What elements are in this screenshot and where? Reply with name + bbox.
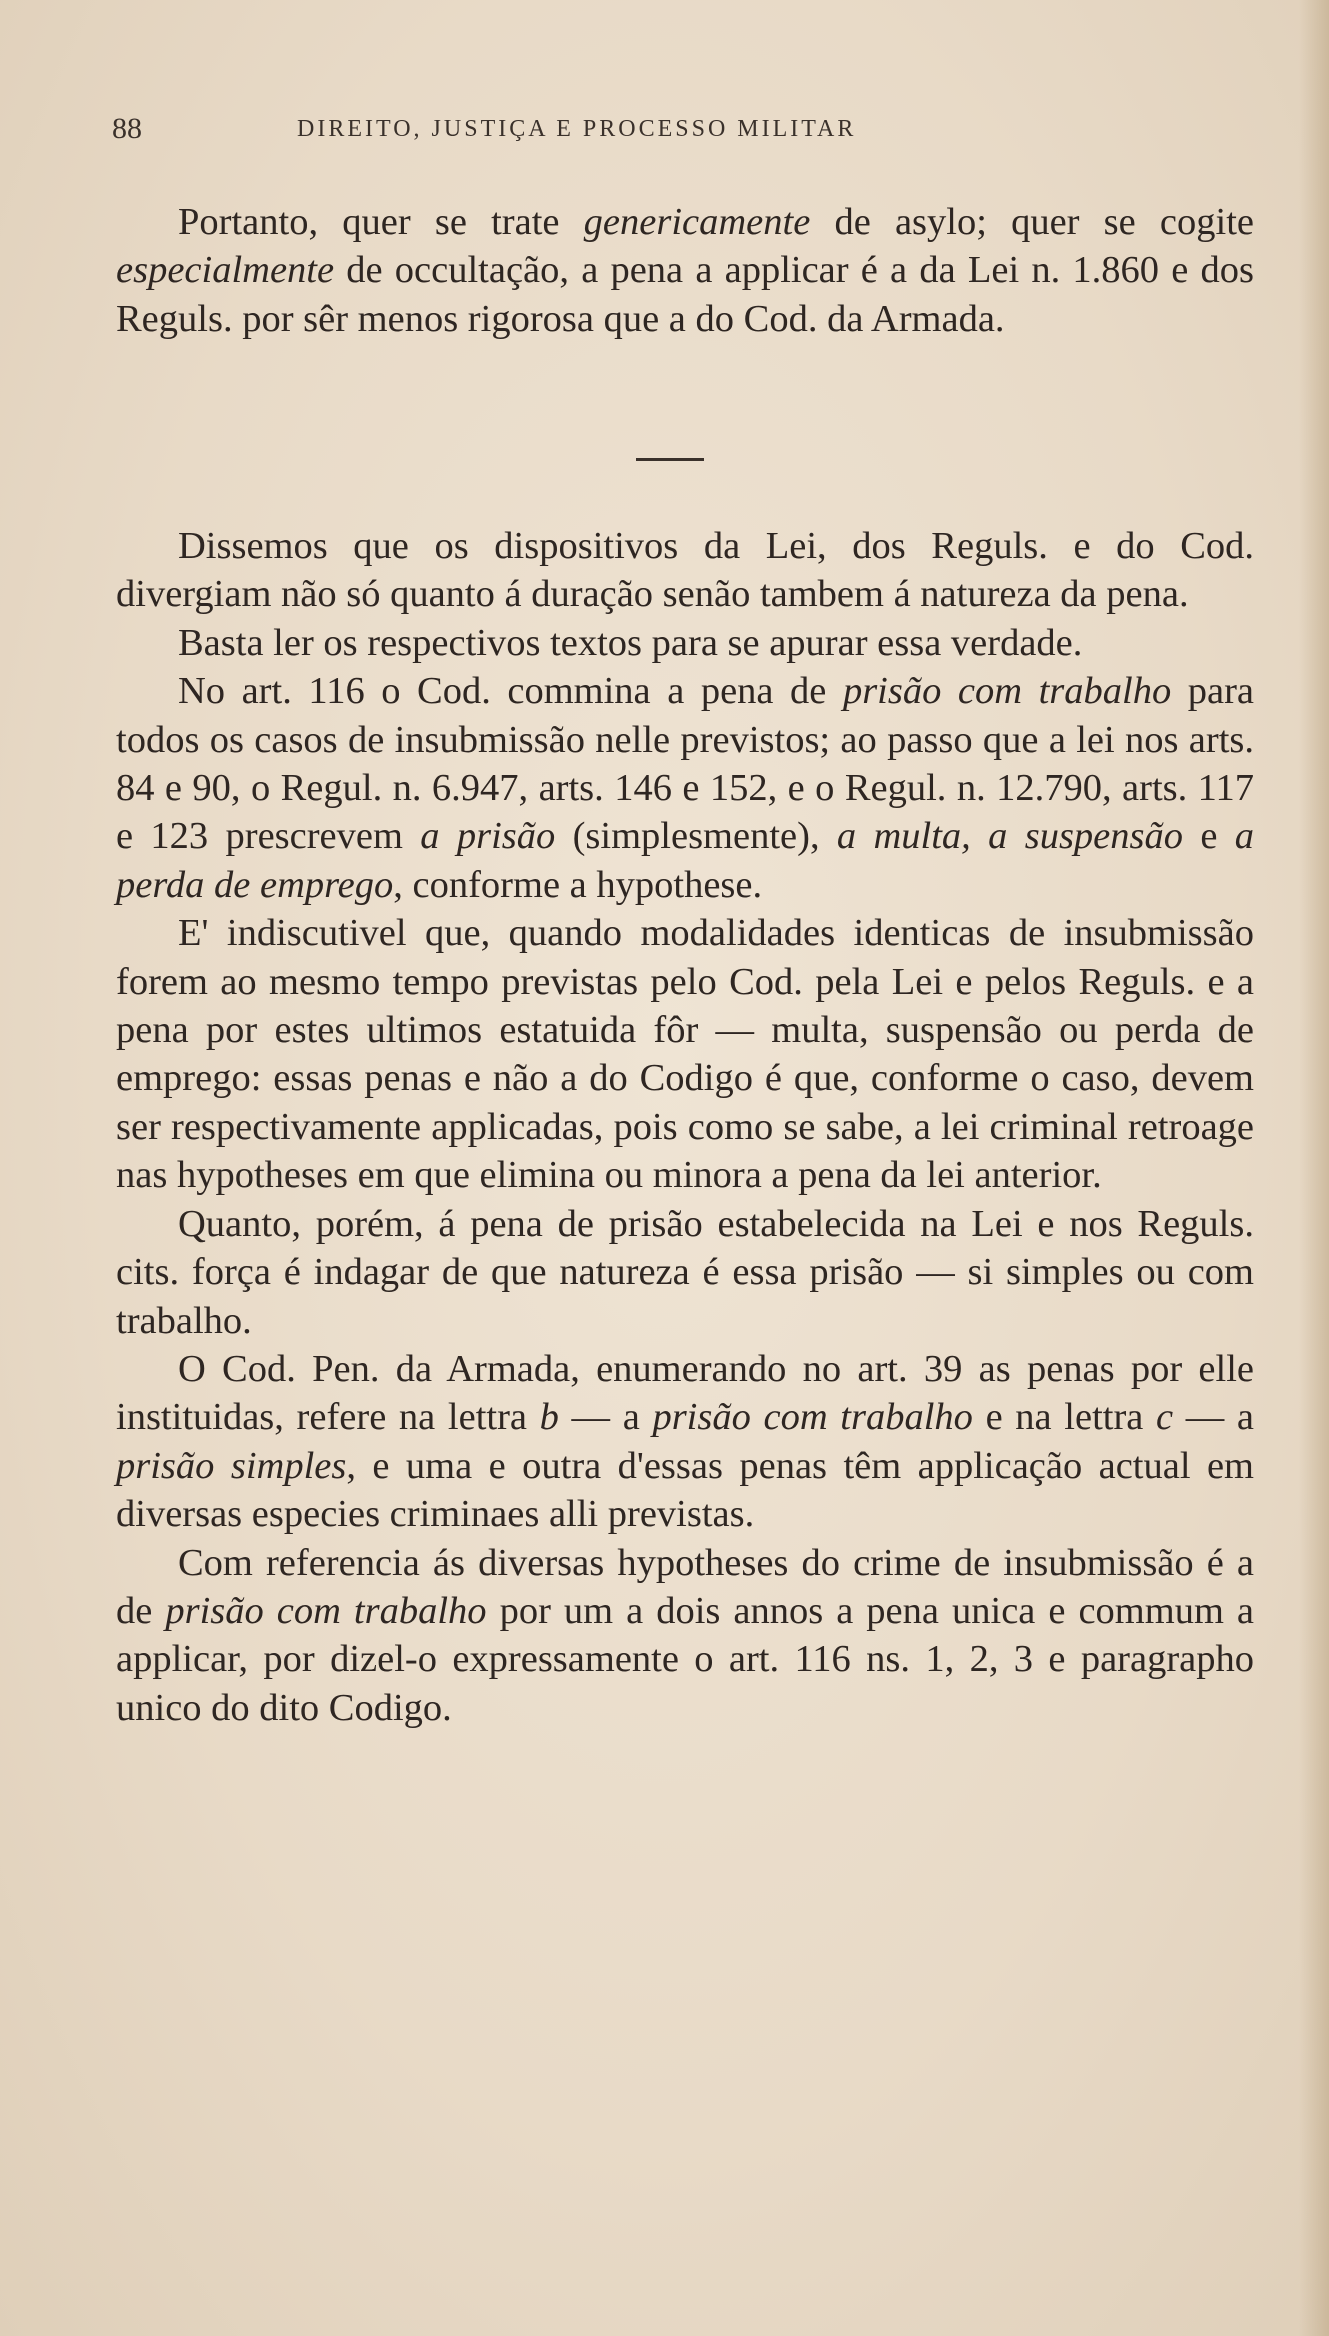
text-run: de asylo; quer se cogite	[810, 201, 1254, 243]
italic-run: prisão com trabalho	[842, 670, 1172, 713]
text-run: O Cod. Pen. da Armada, enumerando no art. 39 as penas por elle instituidas, refere na lettra	[116, 1347, 1254, 1439]
italic-run: especialmente	[116, 249, 335, 292]
italic-run: prisão com trabalho	[652, 1396, 973, 1439]
text-run: Portanto, quer se trate	[178, 201, 584, 243]
text-run: No art. 116 o Cod. commina a pena de	[178, 670, 843, 713]
paragraph	[116, 619, 1254, 667]
paragraph	[116, 667, 1254, 909]
paragraph	[116, 522, 1254, 619]
text-run: por um a dois annos a pena unica e commum a applicar, por dizel-o expressamente o art. 116 ns. 1, 2, 3 e paragrapho unico do dito Codigo.	[116, 1589, 1254, 1729]
text-run: Com referencia ás diversas hypotheses do crime de insubmissão é a de	[116, 1541, 1254, 1632]
text-run: e na lettra	[972, 1396, 1157, 1439]
italic-run: a multa, a suspensão	[836, 815, 1184, 858]
paragraph	[116, 198, 1254, 343]
text-run: de occultação, a pena a applicar é a da Lei n. 1.860 e dos Reguls. por sêr menos rigorosa que a do Cod. da Armada.	[116, 249, 1254, 340]
paragraph	[116, 1200, 1254, 1345]
text-run: (simplesmente),	[555, 815, 837, 858]
running-header	[112, 112, 1222, 152]
page-edge-shadow	[1299, 0, 1329, 2336]
italic-run: prisão simples	[116, 1444, 347, 1487]
text-run: para todos os casos de insubmissão nelle previstos; ao passo que a lei nos arts. 84 e 90, o Regul. n. 6.947, arts. 146 e 152, e o Regul. n. 12.790, arts. 117 e 123 prescrevem	[116, 670, 1255, 858]
text-run: E' indiscutivel que, quando modalidades identicas de insubmissão forem ao mesmo tempo previstas pelo Cod. pela Lei e pelos Reguls. e a pena por estes ultimos estatuida fôr — multa, suspensão ou perda de emprego: essas penas e não a do Codigo é que, conforme o caso, devem ser respectivamente applicadas, pois como se sabe, a lei criminal retroage nas hypotheses em que elimina ou minora a pena da lei anterior.	[116, 912, 1254, 1197]
text-run: , conforme a hypothese.	[393, 863, 763, 906]
italic-run: a prisão	[420, 815, 556, 858]
text-run: Dissemos que os dispositivos da Lei, dos Reguls. e do Cod. divergiam não só quanto á duração senão tambem á natureza da pena.	[116, 525, 1254, 616]
italic-run: prisão com trabalho	[165, 1589, 487, 1632]
text-block-top	[116, 198, 1254, 343]
running-header-title: DIREITO, JUSTIÇA E PROCESSO MILITAR	[297, 116, 857, 142]
text-run: Basta ler os respectivos textos para se apurar essa verdade.	[178, 621, 1083, 664]
italic-run: b	[539, 1396, 559, 1439]
text-run: — a	[558, 1396, 653, 1439]
paragraph	[116, 1539, 1254, 1733]
text-run: — a	[1173, 1396, 1255, 1439]
text-run: e	[1183, 815, 1235, 858]
text-block-main	[116, 522, 1254, 1732]
page-number: 88	[112, 112, 142, 145]
italic-run: a perda de emprego	[116, 815, 1255, 906]
text-run: , e uma e outra d'essas penas têm applicação actual em diversas especies criminaes alli previstas.	[116, 1444, 1254, 1536]
italic-run: genericamente	[583, 201, 811, 243]
section-divider	[636, 458, 704, 461]
paragraph	[116, 909, 1254, 1199]
italic-run: c	[1156, 1396, 1174, 1439]
paragraph	[116, 1345, 1254, 1539]
text-run: Quanto, porém, á pena de prisão estabelecida na Lei e nos Reguls. cits. força é indagar de que natureza é essa prisão — si simples ou com trabalho.	[116, 1202, 1254, 1342]
